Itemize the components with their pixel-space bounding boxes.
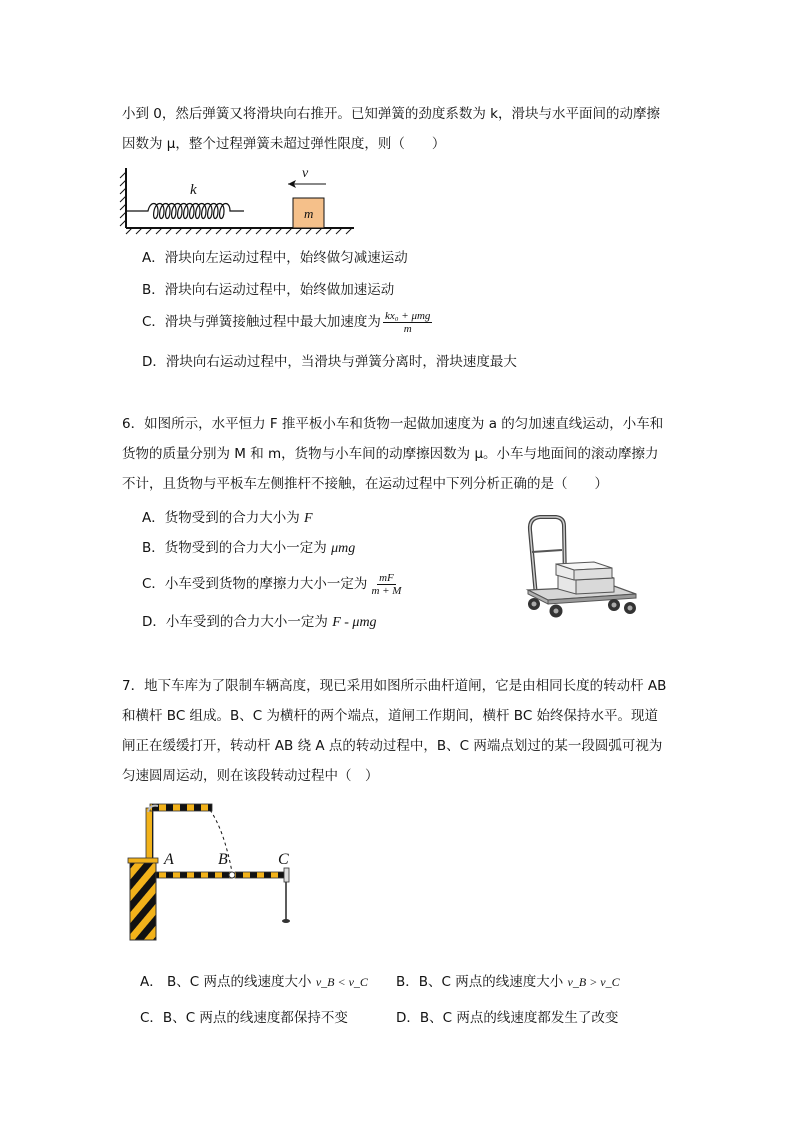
- point-a-label: A: [164, 851, 174, 868]
- fraction-denominator: m: [403, 322, 412, 335]
- rotating-arm: [150, 804, 212, 811]
- q5-stem-line-1: 小到 0，然后弹簧又将滑块向右推开。已知弹簧的劲度系数为 k，滑块与水平面间的动摩擦: [122, 106, 660, 122]
- barrier-gate-figure: [124, 800, 308, 946]
- q7-option-d[interactable]: D．B、C 两点的线速度都发生了改变: [396, 1010, 619, 1026]
- q7-option-b[interactable]: [396, 972, 620, 992]
- fraction-denominator: m + M: [371, 584, 402, 597]
- q6-option-c-fraction: [369, 572, 403, 597]
- spring-constant-label: k: [190, 182, 197, 198]
- q5-option-c-text: C．滑块与弹簧接触过程中最大加速度为: [142, 314, 381, 330]
- q6-option-b-value: μmg: [331, 541, 356, 556]
- q6-option-d[interactable]: [142, 612, 377, 633]
- q6-option-c-text: C．小车受到货物的摩擦力大小一定为: [142, 576, 368, 592]
- q7-option-b-text: B．B、C 两点的线速度大小: [396, 974, 564, 990]
- trolley-figure: [518, 512, 642, 620]
- q7-option-b-relation: v_B > v_C: [567, 975, 620, 989]
- q5-option-c[interactable]: [142, 306, 434, 338]
- q7-stem-line-3: 闸正在缓缓打开，转动杆 AB 绕 A 点的转动过程中，B、C 两端点划过的某一段圆弧可视为: [122, 738, 663, 754]
- q6-stem-line-1: 6．如图所示，水平恒力 F 推平板小车和货物一起做加速度为 a 的匀加速直线运动，小车和: [122, 416, 664, 432]
- q7-stem-line-1: 7．地下车库为了限制车辆高度，现已采用如图所示曲杆道闸，它是由相同长度的转动杆 AB: [122, 678, 667, 694]
- q6-option-b-text: B．货物受到的合力大小一定为: [142, 540, 327, 556]
- q6-option-a[interactable]: [142, 508, 313, 529]
- q6-option-d-value: F - μmg: [332, 615, 377, 630]
- q5-option-d[interactable]: D．滑块向右运动过程中，当滑块与弹簧分离时，滑块速度最大: [142, 354, 517, 370]
- q6-option-b[interactable]: [142, 538, 355, 559]
- q5-stem-line-2: 因数为 μ，整个过程弹簧未超过弹性限度，则（ ）: [122, 136, 446, 152]
- spring-block-figure: [118, 160, 368, 240]
- fraction-numerator: mF: [379, 571, 394, 584]
- crossbar: [235, 872, 285, 878]
- q7-stem-line-2: 和横杆 BC 组成。B、C 为横杆的两个端点，道闸工作期间，横杆 BC 始终保持水平。现道: [122, 708, 659, 724]
- q7-option-a-relation: v_B < v_C: [315, 975, 368, 989]
- q5-option-c-fraction: [383, 310, 432, 335]
- fraction-numerator: kx₀ + μmg: [384, 309, 431, 322]
- q6-option-a-text: A．货物受到的合力大小为: [142, 510, 300, 526]
- gate-base: [130, 860, 156, 940]
- q7-option-a[interactable]: [140, 972, 368, 992]
- q6-option-c[interactable]: [142, 566, 405, 602]
- point-b-label: B: [218, 851, 228, 868]
- spring: [126, 204, 244, 219]
- q5-option-a[interactable]: A．滑块向左运动过程中，始终做匀减速运动: [142, 250, 408, 266]
- block-mass-label: m: [304, 206, 314, 221]
- point-c-label: C: [278, 851, 289, 868]
- q7-stem-line-4: 匀速圆周运动，则在该段转动过程中（ ）: [122, 768, 379, 784]
- velocity-label: v: [302, 166, 309, 181]
- q6-option-a-value: F: [304, 511, 313, 526]
- q5-option-b[interactable]: B．滑块向右运动过程中，始终做加速运动: [142, 282, 395, 298]
- q6-option-d-text: D．小车受到的合力大小一定为: [142, 614, 328, 630]
- q7-option-a-text: A． B、C 两点的线速度大小: [140, 974, 312, 990]
- q6-stem-line-3: 不计，且货物与平板车左侧推杆不接触，在运动过程中下列分析正确的是（ ）: [122, 476, 608, 492]
- q7-option-c[interactable]: C．B、C 两点的线速度都保持不变: [140, 1010, 348, 1026]
- q6-stem-line-2: 货物的质量分别为 M 和 m，货物与小车间的动摩擦因数为 μ。小车与地面间的滚动摩擦力: [122, 446, 659, 462]
